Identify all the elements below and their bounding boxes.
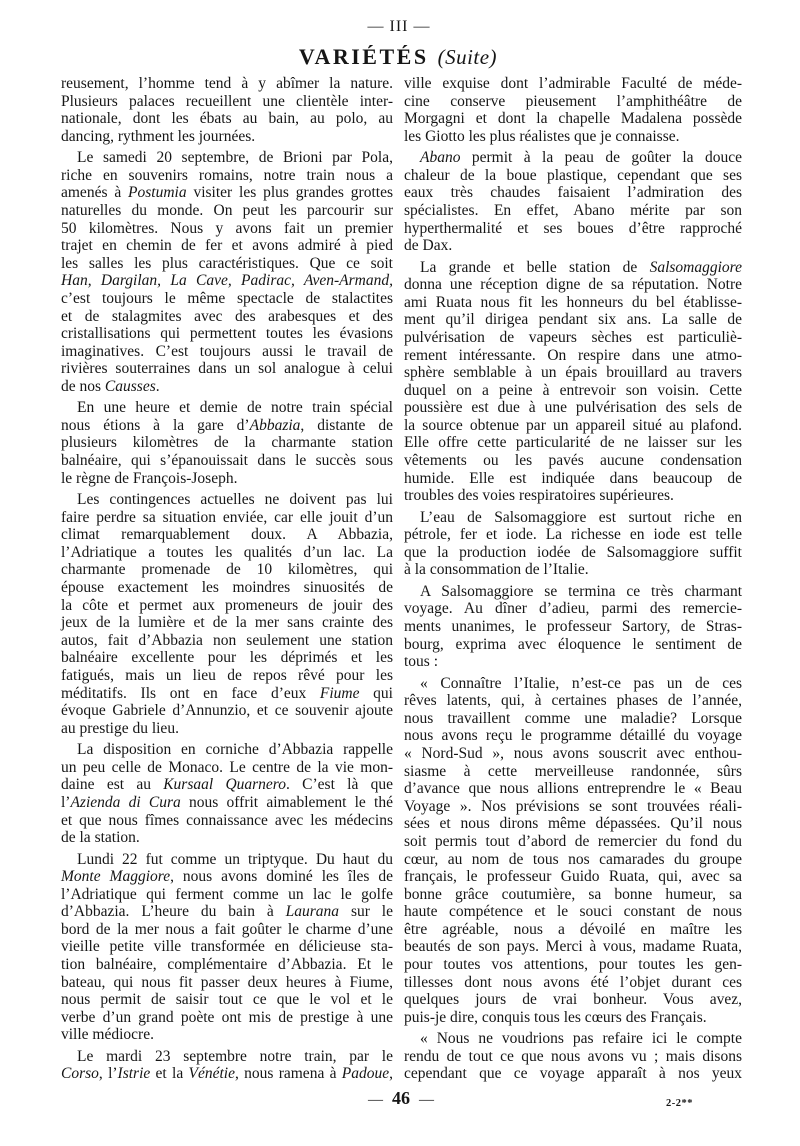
- text-line: voyage. Au dîner d’adieu, parmi des remercie-: [404, 600, 742, 618]
- text-line: [61, 417, 393, 435]
- text-line: chaleur de la boue plastique, cependant que ses: [404, 166, 742, 184]
- text-run: , nous ramena à: [234, 1065, 342, 1083]
- text-line: cristallisations qui permettent toutes les évasions: [61, 325, 393, 343]
- text-line: nous avons reçu le programme détaillé du voyage: [404, 727, 742, 745]
- text-line: de Dax.: [404, 237, 453, 255]
- text-line: nationale, dont les ébats au bain, au polo, au: [61, 110, 393, 128]
- paragraph: [61, 851, 393, 1045]
- text-line: riche en souvenirs romains, notre train nous a: [61, 166, 393, 184]
- text-line: [61, 685, 393, 703]
- text-line: ments unanimes, le professeur Sartory, de Stras-: [404, 618, 742, 635]
- text-line: [404, 259, 742, 277]
- italic-run: Laurana: [285, 903, 340, 921]
- text-line: duquel on a peine à entrevoir son voisin. Cette: [404, 381, 742, 399]
- text-run: et la: [150, 1065, 189, 1083]
- text-line: [61, 184, 393, 202]
- paragraph: [61, 149, 393, 395]
- text-line: humide. Elle est indiquée dans beaucoup de: [404, 469, 742, 487]
- text-line: la source obtenue par un appareil situé au plafond.: [404, 416, 742, 434]
- text-line: ville médiocre.: [61, 1026, 154, 1044]
- text-line: [61, 776, 393, 794]
- text-run: d’Abbazia. L’heure du bain à: [61, 903, 286, 921]
- text-line: évoque Gabriele d’Annunzio, et ce souvenir ajoute: [61, 702, 393, 720]
- text-line: [61, 1065, 393, 1083]
- text-line: A Salsomaggiore se termina ce très charmant: [420, 582, 742, 600]
- paragraph: [404, 509, 742, 579]
- italic-run: Kursaal Quarnero: [163, 776, 287, 794]
- text-line: les Giotto les plus réalistes que je connaisse.: [404, 127, 680, 145]
- text-line: être agréable, nous a dévoilé en maître les: [404, 920, 742, 938]
- folio-dash-left: —: [368, 1092, 383, 1108]
- text-line: rement intéressante. On respire dans une atmo-: [404, 346, 742, 364]
- text-line: c’est toujours le même spectacle de stalactites: [61, 289, 393, 307]
- text-line: fatigués, mais un lieu de repos rêvé pour les: [61, 666, 393, 684]
- folio-dash-right: —: [419, 1092, 434, 1108]
- text-run: de nos: [61, 377, 105, 395]
- text-run: qui: [359, 684, 393, 702]
- text-line: Morgagni et dont la chapelle Madalena possède: [404, 110, 742, 128]
- text-line: vêtements ou les pavés aucune condensation: [404, 452, 742, 470]
- italic-run: Salsomaggiore: [649, 258, 742, 276]
- text-line: imaginatives. C’est toujours aussi le travail de: [61, 342, 393, 360]
- text-line: verbe d’un grand poète ont mis de prestige à une: [61, 1008, 393, 1026]
- paragraph: [404, 75, 742, 145]
- text-run: méditatifs. Ils ont en face d’eux: [61, 684, 320, 702]
- text-line: plusieurs kilomètres de la charmante station: [61, 434, 393, 452]
- right-column: [404, 75, 742, 1083]
- italic-run: Abbazia: [249, 416, 301, 434]
- text-run: La grande et belle station de: [420, 258, 650, 276]
- text-line: l’Adriatique qui ferment comme un lac le golfe: [61, 885, 393, 903]
- text-line: que la production iodée de Salsomaggiore suffit: [404, 543, 742, 561]
- italic-run: Vénétie: [188, 1065, 235, 1083]
- text-line: Voyage ». Nos prévisions se sont trouvées réali-: [404, 797, 742, 815]
- italic-run: Istrie: [117, 1065, 151, 1083]
- text-line: autos, fait d’Abbazia non seulement une station: [61, 631, 393, 649]
- paragraph: [404, 1030, 742, 1083]
- text-line: La disposition en corniche d’Abbazia rappelle: [77, 741, 393, 759]
- text-line: cœur, au nom de tous nos camarades du groupe: [404, 850, 742, 868]
- text-run: ,: [389, 1065, 394, 1083]
- text-line: et que nous fîmes connaissance avec les médecins: [61, 811, 393, 829]
- text-line: donna une réception digne de sa réputation. Notre: [404, 276, 742, 294]
- text-line: rendu de tout ce que nous avons vu ; mais disons: [404, 1047, 742, 1065]
- text-line: balnéaire, qui s’épanouissait dans le succès sous: [61, 452, 393, 470]
- text-line: 50 kilomètres. Nous y avons fait un premier: [61, 219, 393, 237]
- text-line: puis-je dire, conquis tous les cœurs des Français.: [404, 1008, 707, 1026]
- paragraph: [404, 149, 742, 255]
- text-line: Elle offre cette particularité de ne laisser sur les: [404, 434, 742, 452]
- text-line: rivières souterraines dans un sol analogue à celui: [61, 360, 393, 378]
- text-line: « Nord-Sud », nous avons souscrit avec enthou-: [404, 744, 742, 762]
- text-line: Lundi 22 fut comme un triptyque. Du haut du: [77, 850, 393, 868]
- text-line: hyperthermalité et ses boues d’être rapproché: [404, 219, 742, 237]
- text-run: sur le: [339, 903, 393, 921]
- text-line: pulvérisation de vapeurs sèches est particuliè-: [404, 328, 742, 346]
- text-line: ami Ruata nous fit les honneurs du bel établisse-: [404, 293, 742, 311]
- text-line: reusement, l’homme tend à y abîmer la nature.: [61, 75, 393, 92]
- text-line: l’Adriatique a toutes les qualités d’un lac. La: [61, 543, 393, 561]
- text-line: beautés de son pays. Merci à vous, madame Ruata,: [404, 938, 742, 956]
- italic-run: Monte Maggiore: [61, 868, 171, 886]
- text-line: [404, 149, 742, 167]
- text-run: nous offrit aimablement le thé: [180, 793, 393, 811]
- text-line: « Connaître l’Italie, n’est-ce pas un de ces: [420, 674, 742, 692]
- text-line: bourg, exprima avec éloquence le sentiment de: [404, 635, 742, 653]
- paragraph: [61, 399, 393, 487]
- text-line: Plusieurs palaces recueillent une clientèle inter-: [61, 92, 393, 110]
- text-line: balnéaire excellente pour les déprimés et les: [61, 649, 393, 667]
- text-line: [61, 868, 393, 886]
- text-line: soit permis tout d’abord de remercier du fond du: [404, 832, 742, 850]
- text-line: tion balnéaire, complémentaire d’Abbazia. Et le: [61, 956, 393, 974]
- text-line: L’eau de Salsomaggiore est surtout riche en: [420, 508, 742, 526]
- paragraph: [404, 583, 742, 671]
- text-line: le règne de François-Joseph.: [61, 469, 238, 487]
- text-line: bord de la mer nous a fait goûter le charme d’une: [61, 920, 393, 938]
- text-line: climat remarquablement doux. A Abbazia,: [61, 526, 393, 544]
- paragraph: [61, 75, 393, 145]
- text-line: charmante promenade de 10 kilomètres, qui: [61, 561, 393, 579]
- text-line: français, le professeur Guido Ruata, qui, avec sa: [404, 868, 742, 886]
- text-line: cependant que ce voyage apparaît à nos yeux: [404, 1065, 742, 1083]
- text-line: naturelles du monde. On peut les parcourir sur: [61, 201, 393, 219]
- text-line: [61, 903, 393, 921]
- text-line: spécialistes. En effet, Abano mérite par son: [404, 201, 742, 219]
- text-run: .: [155, 377, 160, 395]
- text-run: . C’est là que: [286, 776, 393, 794]
- text-run: , distante de: [300, 416, 393, 434]
- text-line: troubles des voies respiratoires supérieures.: [404, 487, 674, 505]
- text-line: Les contingences actuelles ne doivent pas lui: [77, 491, 393, 509]
- text-line: [61, 272, 393, 290]
- text-line: sphère semblable à un épais brouillard au travers: [404, 364, 742, 382]
- text-line: jeux de la lumière et de la mer sans crainte des: [61, 614, 393, 632]
- text-line: pour toutes vos attentions, pour toutes les gen-: [404, 956, 742, 974]
- text-run: , l’: [98, 1065, 118, 1083]
- section-heading: [0, 44, 796, 70]
- text-line: au prestige du lieu.: [61, 719, 179, 737]
- text-line: vieille petite ville transformée en délicieuse sta-: [61, 938, 393, 956]
- text-line: eaux très chaudes faisaient l’admiration des: [404, 184, 742, 202]
- text-run: daine est au: [61, 776, 164, 794]
- text-run: l’: [61, 793, 71, 811]
- italic-run: Postumia: [128, 184, 187, 202]
- text-run: permit à la peau de goûter la douce: [460, 149, 742, 167]
- italic-run: Corso: [61, 1065, 99, 1083]
- italic-run: Causses: [104, 377, 156, 395]
- text-line: [61, 794, 393, 812]
- text-line: poussière est due à une pulvérisation des sels de: [404, 399, 742, 417]
- text-line: dancing, rythment les journées.: [61, 127, 256, 145]
- text-line: nous permit de saisir tout ce que le vol et le: [61, 991, 393, 1009]
- text-line: [61, 378, 393, 396]
- italic-run: Padoue: [341, 1065, 390, 1083]
- text-line: et de stalagmites avec des arabesques et des: [61, 307, 393, 325]
- text-line: trajet en chemin de fer et avons admiré à pied: [61, 237, 393, 255]
- text-line: siasme à cette merveilleuse randonnée, sûrs: [404, 762, 742, 780]
- text-line: haute compétence et le souci constant de nous: [404, 903, 742, 921]
- text-line: nous travaillent comme une maladie? Lorsque: [404, 709, 742, 727]
- italic-run: Abano: [420, 149, 461, 167]
- text-line: épouse exactement les moindres sinuosités de: [61, 579, 393, 597]
- text-run: , nous avons dominé les îles de: [170, 868, 393, 886]
- text-line: ment qu’il dirigea pendant six ans. La salle de: [404, 311, 742, 329]
- paragraph: [404, 675, 742, 1027]
- text-line: tous :: [404, 653, 439, 671]
- text-run: nous étions à la gare d’: [61, 416, 250, 434]
- text-line: les salles les plus caractéristiques. Que ce soit: [61, 254, 393, 272]
- text-run: amenés à: [61, 184, 129, 202]
- section-subtitle: (Suite): [437, 45, 498, 69]
- page-marker: — III —: [367, 18, 431, 35]
- paragraph: [404, 259, 742, 505]
- section-title: VARIÉTÉS: [298, 44, 429, 69]
- left-column: [61, 75, 393, 1083]
- text-line: En une heure et demie de notre train spécial: [77, 399, 393, 417]
- text-line: bateau, qui nous fit passer deux heures à Fiume,: [61, 973, 393, 991]
- text-line: « Nous ne voudrions pas refaire ici le compte: [420, 1030, 742, 1048]
- italic-run: Han, Dargilan, La Cave, Padirac, Aven-Armand,: [61, 272, 393, 290]
- text-line: cine conserve pieusement l’amphithéâtre de: [404, 92, 742, 110]
- text-line: rêves latents, qui, à certaines phases de l’année,: [404, 692, 742, 710]
- text-line: de la station.: [61, 829, 140, 847]
- text-line: la côte et permet aux promeneurs de jouir des: [61, 596, 393, 614]
- paragraph: [61, 1048, 393, 1083]
- text-line: un peu celle de Monaco. Le centre de la vie mon-: [61, 758, 393, 776]
- text-line: bonne grâce coutumière, sa bonne humeur, sa: [404, 885, 742, 903]
- text-line: Le samedi 20 septembre, de Brioni par Pola,: [77, 149, 393, 167]
- page-number: 46: [392, 1088, 410, 1108]
- text-line: faire perdre sa situation enviée, car elle jouit d’un: [61, 508, 393, 526]
- text-line: pétrole, fer et iode. La richesse en iode est telle: [404, 526, 742, 544]
- paragraph: [61, 741, 393, 847]
- signature-mark: 2-2**: [666, 1098, 693, 1109]
- text-line: sées et nous dirons même dépassées. Qu’il nous: [404, 815, 742, 833]
- italic-run: Fiume: [319, 684, 360, 702]
- paragraph: [61, 491, 393, 737]
- text-line: d’avance que nous allions entreprendre le « Beau: [404, 780, 742, 798]
- text-line: à la consommation de l’Italie.: [404, 561, 589, 579]
- text-line: Le mardi 23 septembre notre train, par le: [77, 1047, 393, 1065]
- text-line: tillesses dont nous avons été l’objet durant ces: [404, 973, 742, 991]
- italic-run: Azienda di Cura: [70, 793, 181, 811]
- text-run: visiter les plus grandes grottes: [186, 184, 393, 202]
- text-line: quelques jours de vrai bonheur. Vous avez,: [404, 991, 742, 1009]
- text-line: ville exquise dont l’admirable Faculté de méde-: [404, 75, 742, 92]
